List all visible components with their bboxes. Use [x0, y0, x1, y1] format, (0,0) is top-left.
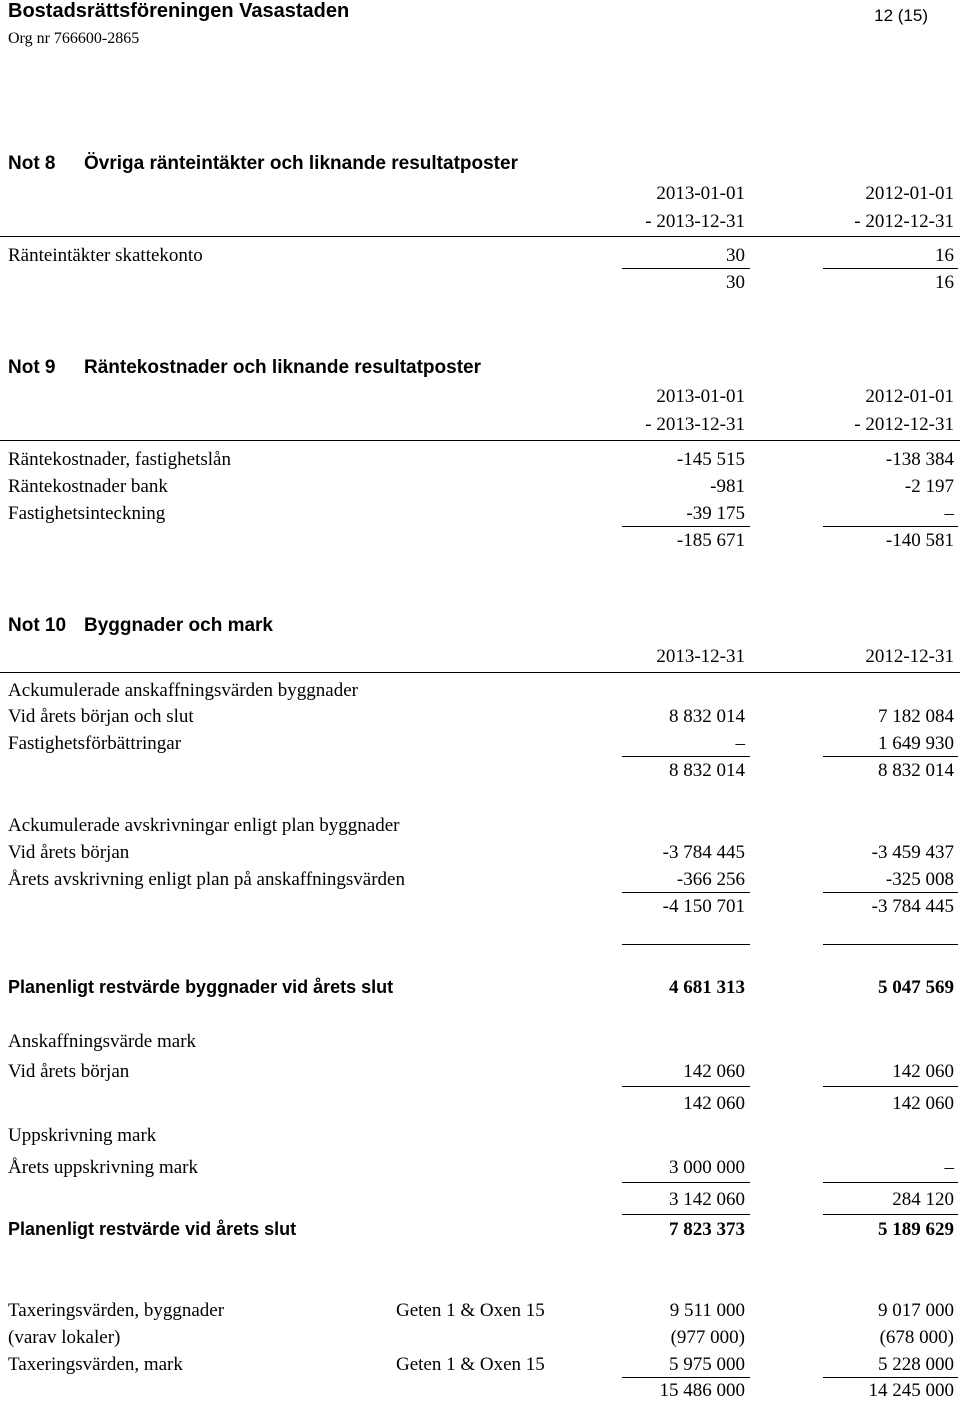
note9-row-value-2012: -138 384 [885, 449, 954, 470]
note10-title: Byggnader och mark [84, 615, 273, 636]
note8-total-2013: 30 [726, 272, 745, 293]
tax-row-value-2012: 9 017 000 [878, 1300, 954, 1321]
row-value-2012: 142 060 [892, 1061, 954, 1082]
row-label: Vid årets början och slut [8, 706, 194, 727]
tax-row-label: Taxeringsvärden, mark [8, 1354, 183, 1375]
tax-row-label: (varav lokaler) [8, 1327, 121, 1348]
row-value-2012: -325 008 [885, 869, 954, 890]
note9-col1-header-from: 2013-01-01 [656, 386, 745, 407]
note8-row-value-2013: 30 [726, 245, 745, 266]
row-label: Årets uppskrivning mark [8, 1157, 198, 1178]
note10-header-rule [0, 672, 960, 673]
note9-row-value-2013: -981 [710, 476, 745, 497]
note10-col1-header: 2013-12-31 [656, 646, 745, 667]
section-total-2012: 284 120 [892, 1189, 954, 1210]
section-total-2012: 142 060 [892, 1093, 954, 1114]
section-heading: Ackumulerade avskrivningar enligt plan byggnader [8, 815, 400, 836]
note8-col1-header-from: 2013-01-01 [656, 183, 745, 204]
tax-row-value-2013: (977 000) [670, 1327, 745, 1348]
sum-rule-2012 [823, 1086, 958, 1087]
note10-col2-header: 2012-12-31 [865, 646, 954, 667]
row-label: Årets avskrivning enligt plan på anskaffningsvärden [8, 869, 405, 890]
planenligt-byggnader-2012: 5 047 569 [878, 977, 954, 998]
section-heading: Ackumulerade anskaffningsvärden byggnader [8, 680, 358, 701]
planenligt-byggnader-2013: 4 681 313 [669, 977, 745, 998]
note9-header-rule [0, 440, 960, 441]
row-value-2012: 1 649 930 [878, 733, 954, 754]
note9-row-label: Räntekostnader bank [8, 476, 168, 497]
sum-rule-2012 [823, 1214, 958, 1215]
row-value-2012: -3 459 437 [871, 842, 954, 863]
note8-total-2012: 16 [935, 272, 954, 293]
note8-sum-rule-2012 [823, 268, 958, 269]
planenligt-byggnader-label: Planenligt restvärde byggnader vid årets slut [8, 977, 394, 997]
note9-row-value-2012: -2 197 [904, 476, 954, 497]
sum-rule-2013 [622, 1182, 750, 1183]
sum-rule-2013 [622, 1377, 750, 1378]
sum-rule-2012 [823, 756, 958, 757]
tax-row-value-2012: (678 000) [879, 1327, 954, 1348]
sum-rule-2012 [823, 1182, 958, 1183]
row-value-2012: – [944, 1157, 954, 1178]
note9-col2-header-to: - 2012-12-31 [854, 414, 954, 435]
note8-number: Not 8 [8, 153, 56, 174]
section-total-2013: -4 150 701 [662, 896, 745, 917]
section-total-2012: 8 832 014 [878, 760, 954, 781]
section-heading: Anskaffningsvärde mark [8, 1031, 197, 1052]
row-label: Vid årets början [8, 1061, 130, 1082]
planenligt-2012: 5 189 629 [878, 1219, 954, 1240]
note8-title: Övriga ränteintäkter och liknande resultatposter [84, 153, 518, 174]
section-heading: Uppskrivning mark [8, 1125, 157, 1146]
sum-rule-2013 [622, 756, 750, 757]
note9-total-2013: -185 671 [676, 530, 745, 551]
sum-rule-2013 [622, 1086, 750, 1087]
note9-number: Not 9 [8, 357, 56, 378]
section-total-2013: 142 060 [683, 1093, 745, 1114]
rule-2013 [622, 944, 750, 945]
note9-row-value-2013: -39 175 [686, 503, 745, 524]
section-total-2013: 3 142 060 [669, 1189, 745, 1210]
tax-row-value-2013: 9 511 000 [669, 1300, 745, 1321]
planenligt-label: Planenligt restvärde vid årets slut [8, 1219, 297, 1239]
section-total-2012: -3 784 445 [871, 896, 954, 917]
row-label: Fastighetsförbättringar [8, 733, 182, 754]
org-number: Org nr 766600-2865 [8, 30, 140, 47]
page-number: 12 (15) [874, 6, 928, 25]
tax-row-value-2013: 5 975 000 [669, 1354, 745, 1375]
note9-row-value-2013: -145 515 [676, 449, 745, 470]
note8-col2-header-to: - 2012-12-31 [854, 211, 954, 232]
note9-title: Räntekostnader och liknande resultatposter [84, 357, 481, 378]
row-value-2013: 3 000 000 [669, 1157, 745, 1178]
note8-sum-rule-2013 [622, 268, 750, 269]
tax-total-2012: 14 245 000 [868, 1380, 954, 1401]
tax-row-label: Taxeringsvärden, byggnader [8, 1300, 225, 1321]
note9-col1-header-to: - 2013-12-31 [645, 414, 745, 435]
note8-col2-header-from: 2012-01-01 [865, 183, 954, 204]
rule-2012 [823, 944, 958, 945]
note8-col1-header-to: - 2013-12-31 [645, 211, 745, 232]
sum-rule-2012 [823, 1377, 958, 1378]
tax-row-property: Geten 1 & Oxen 15 [396, 1354, 545, 1375]
note8-row-label: Ränteintäkter skattekonto [8, 245, 203, 266]
row-label: Vid årets början [8, 842, 130, 863]
note9-sum-rule-2013 [622, 526, 750, 527]
note9-sum-rule-2012 [823, 526, 958, 527]
row-value-2013: – [735, 733, 745, 754]
org-name: Bostadsrättsföreningen Vasastaden [8, 0, 350, 22]
section-total-2013: 8 832 014 [669, 760, 745, 781]
note9-col2-header-from: 2012-01-01 [865, 386, 954, 407]
note9-total-2012: -140 581 [885, 530, 954, 551]
tax-row-value-2012: 5 228 000 [878, 1354, 954, 1375]
note8-header-rule [0, 236, 960, 237]
note8-row-value-2012: 16 [935, 245, 954, 266]
tax-total-2013: 15 486 000 [659, 1380, 745, 1401]
note10-number: Not 10 [8, 615, 67, 636]
row-value-2013: 142 060 [683, 1061, 745, 1082]
note9-row-label: Fastighetsinteckning [8, 503, 166, 524]
planenligt-2013: 7 823 373 [669, 1219, 745, 1240]
row-value-2013: -366 256 [676, 869, 745, 890]
tax-row-property: Geten 1 & Oxen 15 [396, 1300, 545, 1321]
note9-row-label: Räntekostnader, fastighetslån [8, 449, 231, 470]
note9-row-value-2012: – [944, 503, 954, 524]
sum-rule-2013 [622, 892, 750, 893]
row-value-2013: 8 832 014 [669, 706, 745, 727]
row-value-2012: 7 182 084 [878, 706, 954, 727]
sum-rule-2012 [823, 892, 958, 893]
row-value-2013: -3 784 445 [662, 842, 745, 863]
sum-rule-2013 [622, 1214, 750, 1215]
